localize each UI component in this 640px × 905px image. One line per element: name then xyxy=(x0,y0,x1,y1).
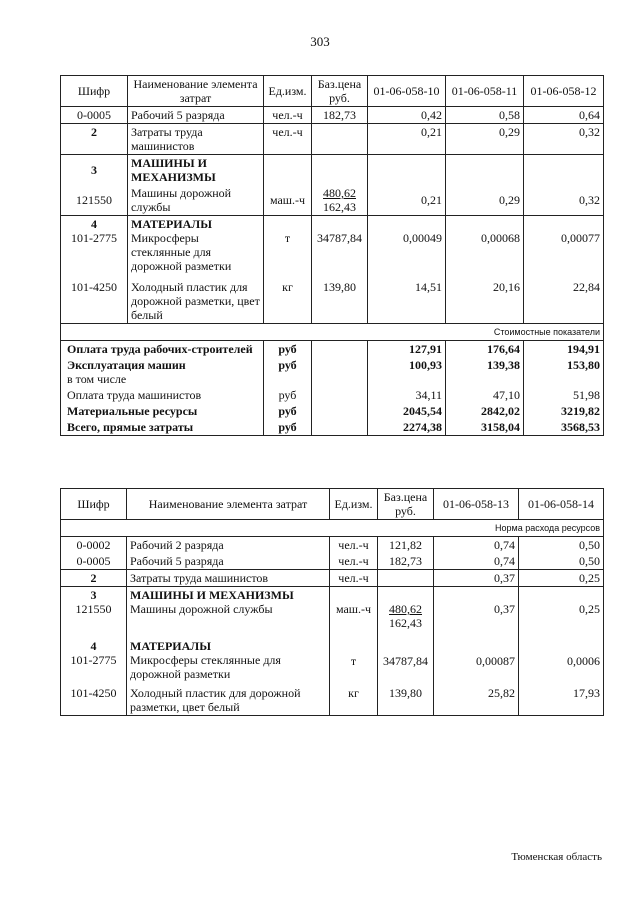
row-value: 0,29 xyxy=(446,185,524,216)
summary-value: 2842,02 xyxy=(446,403,524,419)
row-code: 3 xyxy=(61,155,128,186)
summary-row xyxy=(61,403,604,419)
row-name: Микросферы стеклянные для дорожной разметки xyxy=(131,231,232,273)
row-value: 0,00068 xyxy=(446,216,524,275)
summary-value: 2274,38 xyxy=(368,419,446,436)
summary-row xyxy=(61,357,604,387)
summary-value: 47,10 xyxy=(446,387,524,403)
summary-row xyxy=(61,419,604,436)
header-col-10: 01-06-058-10 xyxy=(368,76,446,107)
row-code: 3 xyxy=(90,588,97,602)
row-value: 0,50 xyxy=(519,537,604,554)
table-row xyxy=(61,631,604,682)
section-heading: МАТЕРИАЛЫ xyxy=(131,217,212,231)
row-code: 4 xyxy=(90,639,97,653)
row-value: 0,64 xyxy=(524,107,604,124)
row-value: 0,58 xyxy=(446,107,524,124)
table-row xyxy=(61,107,604,124)
table-row xyxy=(61,274,604,324)
row-value: 0,21 xyxy=(368,124,446,155)
row-price xyxy=(378,570,434,587)
header-col-12: 01-06-058-12 xyxy=(524,76,604,107)
row-value: 0,00077 xyxy=(524,216,604,275)
summary-row xyxy=(61,341,604,358)
row-value: 0,74 xyxy=(434,553,519,570)
table-row xyxy=(61,185,604,216)
row-unit: чел.-ч xyxy=(330,537,378,554)
row-price-2: 162,43 xyxy=(323,200,356,214)
summary-value: 34,11 xyxy=(368,387,446,403)
row-code: 0-0005 xyxy=(61,553,127,570)
table-row xyxy=(61,682,604,716)
summary-value: 176,64 xyxy=(446,341,524,358)
summary-value: 51,98 xyxy=(524,387,604,403)
summary-row xyxy=(61,387,604,403)
summary-value: 139,38 xyxy=(446,357,524,387)
table-row xyxy=(61,216,604,275)
row-value: 0,74 xyxy=(434,537,519,554)
footer-region: Тюменская область xyxy=(511,851,602,863)
row-price: 139,80 xyxy=(312,274,368,324)
summary-value: 3219,82 xyxy=(524,403,604,419)
row-code: 101-2775 xyxy=(70,653,117,667)
table-row xyxy=(61,553,604,570)
summary-name: Всего, прямые затраты xyxy=(61,419,264,436)
row-value: 0,00049 xyxy=(368,216,446,275)
row-name: Затраты труда машинистов xyxy=(127,570,330,587)
section-heading: МАШИНЫ И МЕХАНИЗМЫ xyxy=(128,155,264,186)
section-heading: МАШИНЫ И МЕХАНИЗМЫ xyxy=(130,588,294,602)
header-base-price: Баз.цена руб. xyxy=(378,489,434,520)
row-price: 182,73 xyxy=(378,553,434,570)
row-code: 101-4250 xyxy=(61,274,128,324)
row-value: 0,50 xyxy=(519,553,604,570)
header-code: Шифр xyxy=(61,489,127,520)
header-name: Наименование элемента затрат xyxy=(127,489,330,520)
row-code: 101-2775 xyxy=(71,231,117,245)
header-row xyxy=(61,489,604,520)
summary-value: 153,80 xyxy=(524,357,604,387)
table-row xyxy=(61,124,604,155)
row-price: 34787,84 xyxy=(312,216,368,275)
summary-unit: руб xyxy=(264,341,312,358)
row-value: 0,37 xyxy=(434,570,519,587)
summary-value: 2045,54 xyxy=(368,403,446,419)
summary-unit: руб xyxy=(264,387,312,403)
summary-value: 3158,04 xyxy=(446,419,524,436)
row-price: 34787,84 xyxy=(378,631,434,682)
header-base-price: Баз.цена руб. xyxy=(312,76,368,107)
row-name: Рабочий 2 разряда xyxy=(127,537,330,554)
header-col-11: 01-06-058-11 xyxy=(446,76,524,107)
table-row xyxy=(61,537,604,554)
row-name: Холодный пластик для дорожной разметки, цвет белый xyxy=(128,274,264,324)
row-unit: чел.-ч xyxy=(330,553,378,570)
row-name: Машины дорожной службы xyxy=(128,185,264,216)
row-value: 0,29 xyxy=(446,124,524,155)
summary-unit: руб xyxy=(264,419,312,436)
summary-name: Оплата труда рабочих-строителей xyxy=(61,341,264,358)
row-code: 121550 xyxy=(61,185,128,216)
section-label-row xyxy=(61,520,604,537)
row-code: 0-0005 xyxy=(61,107,128,124)
table-row xyxy=(61,570,604,587)
row-value: 0,00087 xyxy=(434,631,519,682)
row-unit: маш.-ч xyxy=(264,185,312,216)
row-value: 0,21 xyxy=(368,185,446,216)
row-value: 0,25 xyxy=(519,587,604,632)
table-row xyxy=(61,587,604,632)
summary-name: Материальные ресурсы xyxy=(61,403,264,419)
row-value: 14,51 xyxy=(368,274,446,324)
summary-value: 100,93 xyxy=(368,357,446,387)
row-name: Холодный пластик для дорожной разметки, цвет белый xyxy=(127,682,330,716)
table-row xyxy=(61,155,604,186)
row-price: 182,73 xyxy=(312,107,368,124)
row-value: 25,82 xyxy=(434,682,519,716)
row-unit: кг xyxy=(330,682,378,716)
summary-value: 127,91 xyxy=(368,341,446,358)
row-name: Рабочий 5 разряда xyxy=(127,553,330,570)
summary-value: 194,91 xyxy=(524,341,604,358)
header-unit: Ед.изм. xyxy=(330,489,378,520)
section-label-row xyxy=(61,324,604,341)
row-unit: кг xyxy=(264,274,312,324)
row-code: 0-0002 xyxy=(61,537,127,554)
resource-table-2 xyxy=(60,488,604,716)
row-code: 2 xyxy=(61,570,127,587)
summary-subname: в том числе xyxy=(67,372,127,386)
row-code: 2 xyxy=(61,124,128,155)
row-value: 0,32 xyxy=(524,124,604,155)
row-name: Затраты труда машинистов xyxy=(128,124,264,155)
row-unit: чел.-ч xyxy=(330,570,378,587)
row-price-2: 162,43 xyxy=(389,616,422,630)
section-label: Норма расхода ресурсов xyxy=(61,520,604,537)
summary-name: Оплата труда машинистов xyxy=(61,387,264,403)
header-code: Шифр xyxy=(61,76,128,107)
row-price: 480,62 xyxy=(389,602,422,616)
row-price xyxy=(312,124,368,155)
header-row xyxy=(61,76,604,107)
row-name: Рабочий 5 разряда xyxy=(128,107,264,124)
row-value: 0,37 xyxy=(434,587,519,632)
resource-table-1 xyxy=(60,75,604,436)
row-value: 17,93 xyxy=(519,682,604,716)
row-price: 121,82 xyxy=(378,537,434,554)
row-value: 22,84 xyxy=(524,274,604,324)
section-heading: МАТЕРИАЛЫ xyxy=(130,639,211,653)
row-price: 139,80 xyxy=(378,682,434,716)
row-unit: т xyxy=(330,631,378,682)
section-label: Стоимостные показатели xyxy=(61,324,604,341)
header-col-13: 01-06-058-13 xyxy=(434,489,519,520)
row-code: 4 xyxy=(91,217,97,231)
summary-value: 3568,53 xyxy=(524,419,604,436)
page-number: 303 xyxy=(310,34,330,49)
row-unit: чел.-ч xyxy=(264,124,312,155)
row-unit: т xyxy=(264,216,312,275)
row-unit: чел.-ч xyxy=(264,107,312,124)
summary-unit: руб xyxy=(264,403,312,419)
header-name: Наименование элемента затрат xyxy=(128,76,264,107)
summary-name: Эксплуатация машин xyxy=(67,358,186,372)
header-col-14: 01-06-058-14 xyxy=(519,489,604,520)
row-value: 0,32 xyxy=(524,185,604,216)
row-unit: маш.-ч xyxy=(330,587,378,632)
row-value: 0,25 xyxy=(519,570,604,587)
row-code: 101-4250 xyxy=(61,682,127,716)
row-name: Машины дорожной службы xyxy=(130,602,273,616)
summary-unit: руб xyxy=(264,357,312,387)
row-value: 0,0006 xyxy=(519,631,604,682)
row-value: 0,42 xyxy=(368,107,446,124)
row-price: 480,62 xyxy=(323,186,356,200)
header-unit: Ед.изм. xyxy=(264,76,312,107)
row-code: 121550 xyxy=(75,602,112,616)
row-value: 20,16 xyxy=(446,274,524,324)
row-name: Микросферы стеклянные для дорожной разметки xyxy=(130,653,281,681)
